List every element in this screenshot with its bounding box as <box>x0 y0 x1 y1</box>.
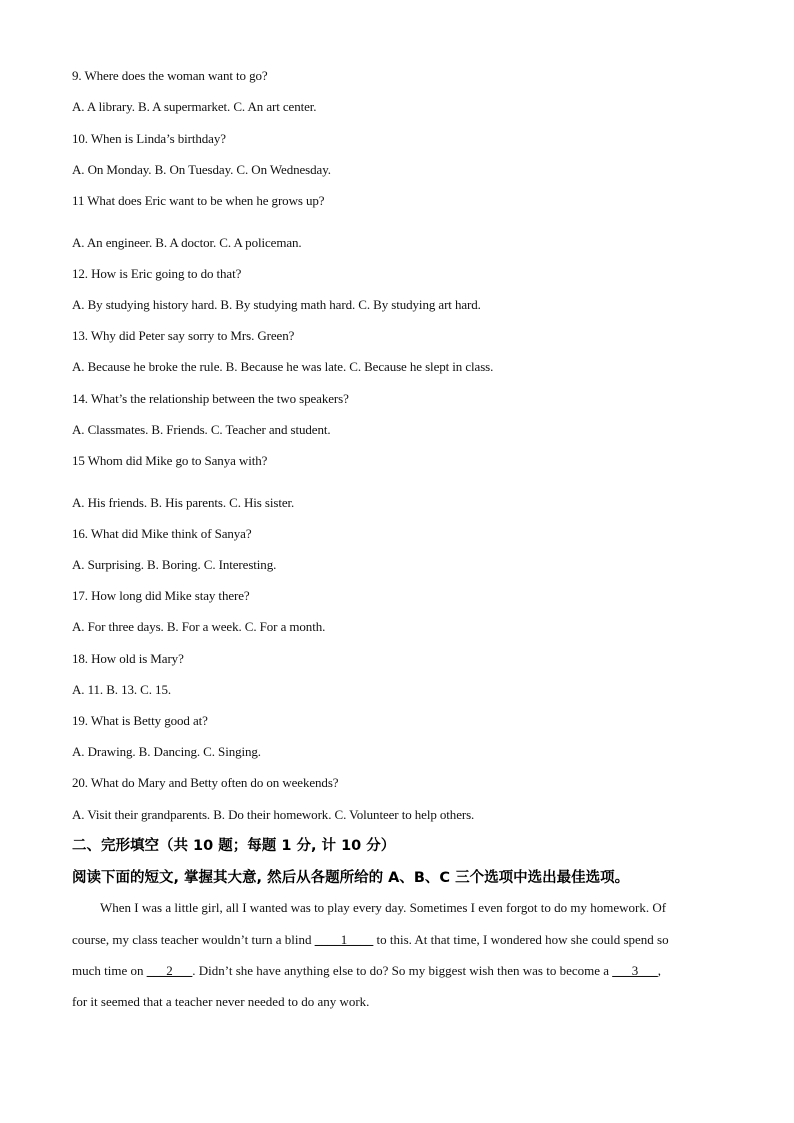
question-15: 15 Whom did Mike go to Sanya with? <box>72 453 268 468</box>
passage-line-2 <box>72 932 724 948</box>
passage-line-4: for it seemed that a teacher never needed to do any work. <box>72 994 370 1009</box>
question-11: 11 What does Eric want to be when he grows up? <box>72 193 325 208</box>
passage-line-3 <box>72 963 724 979</box>
options-17: A. For three days. B. For a week. C. For a month. <box>72 619 326 634</box>
question-14: 14. What’s the relationship between the two speakers? <box>72 391 349 406</box>
question-10: 10. When is Linda’s birthday? <box>72 131 226 146</box>
passage-line-1: When I was a little girl, all I wanted was to play every day. Sometimes I even forgot to do my homework. Of <box>100 900 667 915</box>
options-18: A. 11. B. 13. C. 15. <box>72 682 171 697</box>
options-11: A. An engineer. B. A doctor. C. A policeman. <box>72 235 302 250</box>
question-17: 17. How long did Mike stay there? <box>72 588 250 603</box>
passage-text: to this. At that time, I wondered how she could spend so <box>373 932 669 947</box>
options-9: A. A library. B. A supermarket. C. An art center. <box>72 99 317 114</box>
passage-text: course, my class teacher wouldn’t turn a blind <box>72 932 315 947</box>
options-19: A. Drawing. B. Dancing. C. Singing. <box>72 744 261 759</box>
blank-3: ___3___ <box>612 963 658 978</box>
question-19: 19. What is Betty good at? <box>72 713 208 728</box>
section-instruction: 阅读下面的短文, 掌握其大意, 然后从各题所给的 A、B、C 三个选项中选出最佳选项。 <box>72 870 630 886</box>
blank-2: ___2___ <box>146 963 193 978</box>
question-18: 18. How old is Mary? <box>72 651 184 666</box>
options-20: A. Visit their grandparents. B. Do their homework. C. Volunteer to help others. <box>72 807 475 822</box>
passage-text: . Didn’t she have anything else to do? So my biggest wish then was to become a <box>192 963 613 978</box>
section-title: 二、完形填空（共 10 题；每题 1 分, 计 10 分） <box>72 838 396 854</box>
question-9: 9. Where does the woman want to go? <box>72 68 268 83</box>
blank-1: ____1____ <box>314 932 374 947</box>
question-16: 16. What did Mike think of Sanya? <box>72 526 252 541</box>
options-15: A. His friends. B. His parents. C. His sister. <box>72 495 295 510</box>
question-12: 12. How is Eric going to do that? <box>72 266 242 281</box>
passage-text: , <box>657 963 662 978</box>
passage-text: much time on <box>72 963 147 978</box>
options-14: A. Classmates. B. Friends. C. Teacher and student. <box>72 422 331 437</box>
options-12: A. By studying history hard. B. By studying math hard. C. By studying art hard. <box>72 297 481 312</box>
options-16: A. Surprising. B. Boring. C. Interesting. <box>72 557 277 572</box>
question-20: 20. What do Mary and Betty often do on weekends? <box>72 775 339 790</box>
question-13: 13. Why did Peter say sorry to Mrs. Green? <box>72 328 295 343</box>
options-10: A. On Monday. B. On Tuesday. C. On Wednesday. <box>72 162 331 177</box>
options-13: A. Because he broke the rule. B. Because he was late. C. Because he slept in class. <box>72 359 494 374</box>
